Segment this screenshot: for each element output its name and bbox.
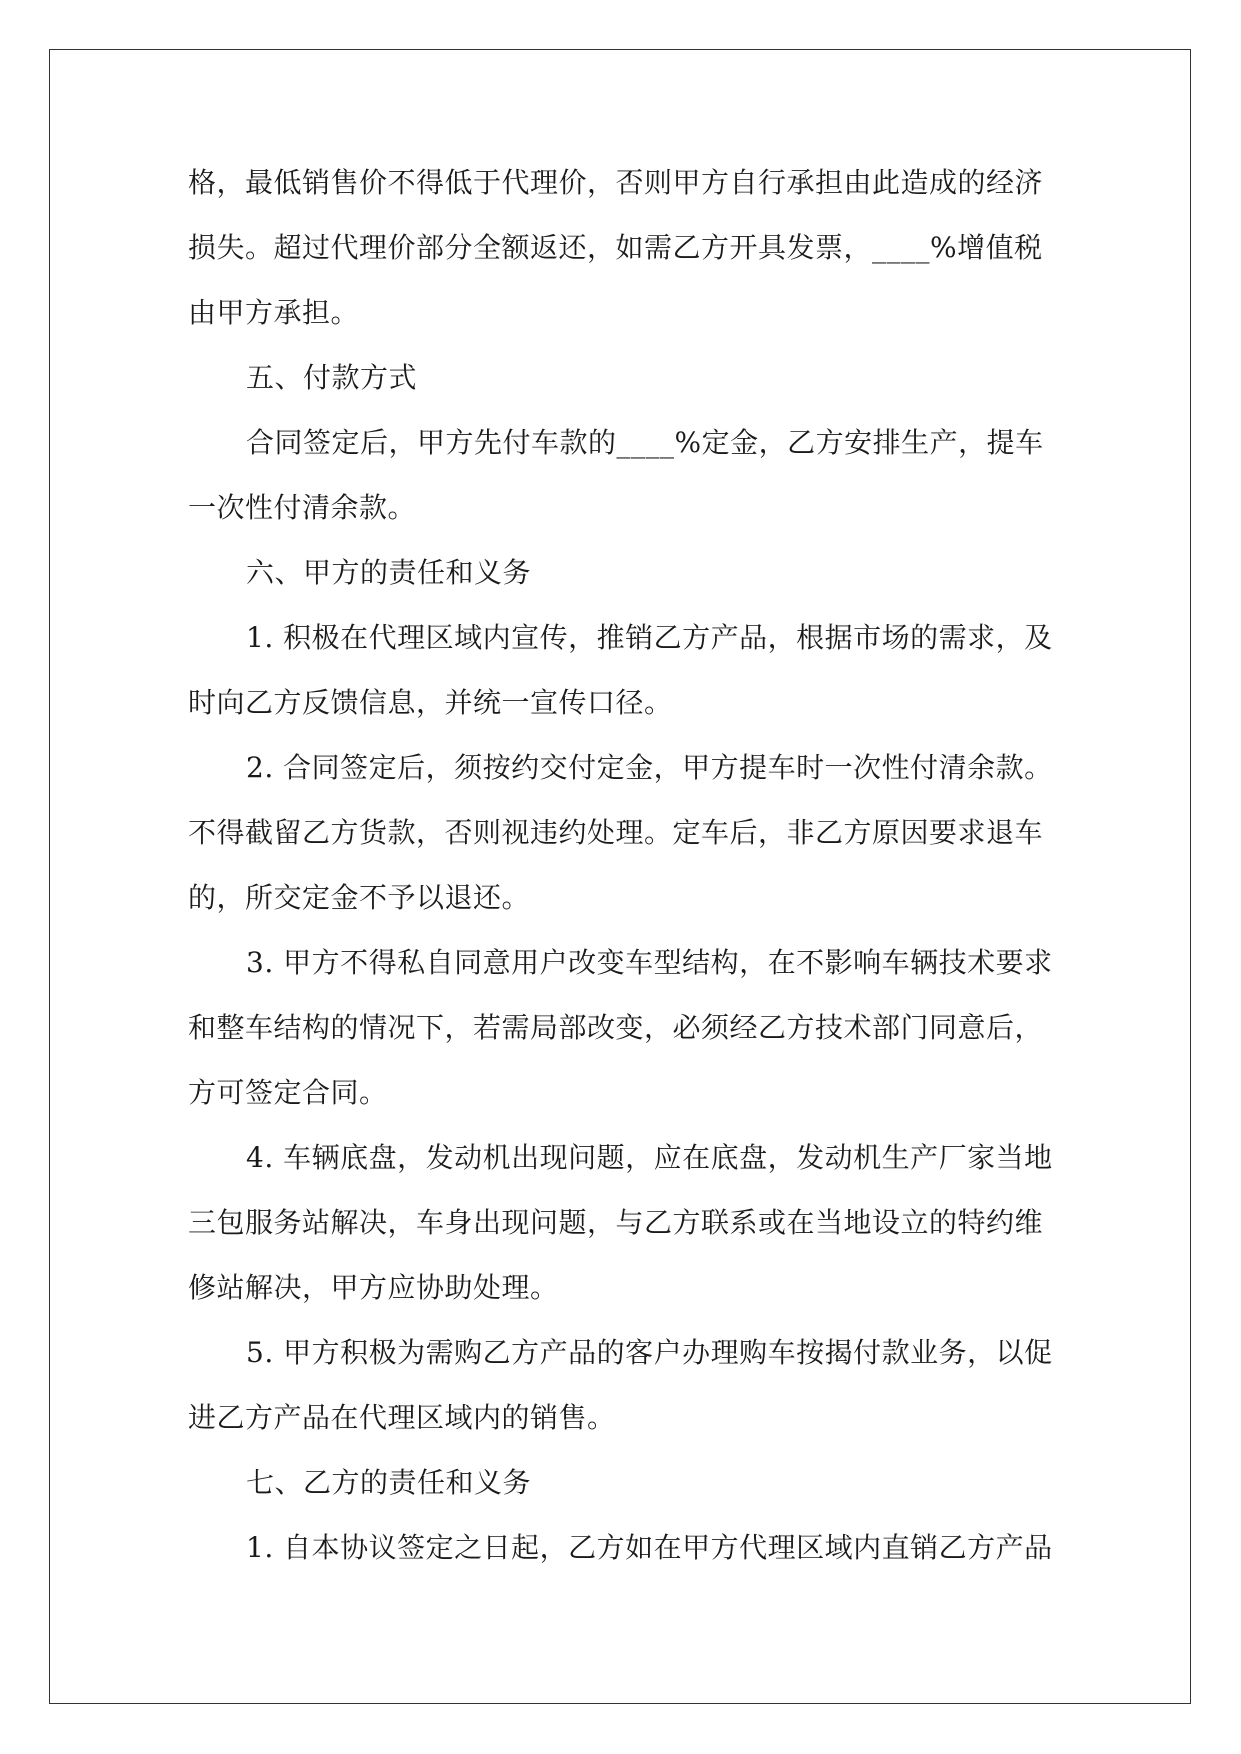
text-line: 方可签定合同。	[188, 1076, 388, 1109]
text-line: 3. 甲方不得私自同意用户改变车型结构，在不影响车辆技术要求	[246, 946, 1053, 979]
text-line: 修站解决，甲方应协助处理。	[188, 1271, 559, 1304]
document-body	[188, 150, 1058, 1580]
text-line: 时向乙方反馈信息，并统一宣传口径。	[188, 686, 673, 719]
text-line: 损失。超过代理价部分全额返还，如需乙方开具发票，____%增值税	[188, 231, 1043, 264]
text-line: 和整车结构的情况下，若需局部改变，必须经乙方技术部门同意后，	[188, 1011, 1044, 1044]
text-line: 1. 自本协议签定之日起，乙方如在甲方代理区域内直销乙方产品	[246, 1531, 1053, 1564]
text-line: 由甲方承担。	[188, 296, 360, 329]
text-line: 不得截留乙方货款，否则视违约处理。定车后，非乙方原因要求退车	[188, 816, 1044, 849]
section-heading: 五、付款方式	[246, 361, 418, 394]
text-line: 一次性付清余款。	[188, 491, 417, 524]
text-line: 5. 甲方积极为需购乙方产品的客户办理购车按揭付款业务，以促	[246, 1336, 1053, 1369]
text-line: 进乙方产品在代理区域内的销售。	[188, 1401, 616, 1434]
text-line: 的，所交定金不予以退还。	[188, 881, 531, 914]
text-line: 格，最低销售价不得低于代理价，否则甲方自行承担由此造成的经济	[188, 166, 1044, 199]
text-line: 合同签定后，甲方先付车款的____%定金，乙方安排生产，提车	[246, 426, 1044, 459]
section-heading: 七、乙方的责任和义务	[246, 1466, 532, 1499]
text-line: 4. 车辆底盘，发动机出现问题，应在底盘，发动机生产厂家当地	[246, 1141, 1053, 1174]
text-line: 三包服务站解决，车身出现问题，与乙方联系或在当地设立的特约维	[188, 1206, 1044, 1239]
text-line: 2. 合同签定后，须按约交付定金，甲方提车时一次性付清余款。	[246, 751, 1053, 784]
text-line: 1. 积极在代理区域内宣传，推销乙方产品，根据市场的需求，及	[246, 621, 1053, 654]
section-heading: 六、甲方的责任和义务	[246, 556, 532, 589]
